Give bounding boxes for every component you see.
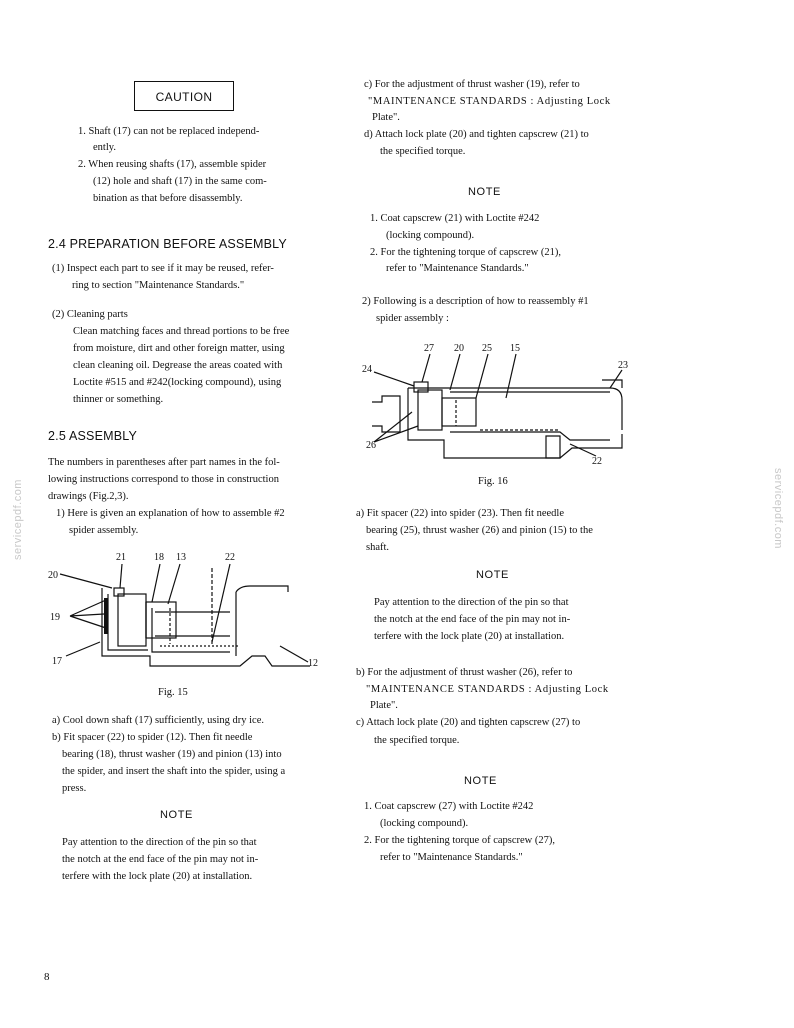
fig15-label-17: 17 <box>52 656 62 667</box>
sec25-intro-line-1: The numbers in parentheses after part names in the fol- <box>48 457 280 468</box>
step-a2-line-3: shaft. <box>366 542 390 553</box>
fig16-label-27: 27 <box>424 343 434 354</box>
step-d-line-1: d) Attach lock plate (20) and tighten capscrew (21) to <box>364 129 589 140</box>
caution-box <box>134 81 234 111</box>
note3-line-3: 2. For the tightening torque of capscrew (27), <box>364 835 555 846</box>
note-left-line-1: Pay attention to the direction of the pin so that <box>62 837 257 848</box>
caution-item-2-line-1: 2. When reusing shafts (17), assemble spider <box>78 159 267 170</box>
fig16-drawing <box>360 340 640 470</box>
sec24-item1-line-2: ring to section "Maintenance Standards." <box>72 280 245 291</box>
note2-line-1: Pay attention to the direction of the pin so that <box>374 597 569 608</box>
fig16-label-20: 20 <box>454 343 464 354</box>
fig15-label-22: 22 <box>225 552 235 563</box>
note1-label: NOTE <box>468 186 501 198</box>
caution-label: CAUTION <box>155 90 213 104</box>
note-left-line-2: the notch at the end face of the pin may not in- <box>62 854 259 865</box>
step-d-line-2: the specified torque. <box>380 146 466 157</box>
sec25-intro-line-3: drawings (Fig.2,3). <box>48 491 129 502</box>
note1-line-1: 1. Coat capscrew (21) with Loctite #242 <box>370 213 540 224</box>
note3-line-4: refer to "Maintenance Standards." <box>380 852 523 863</box>
fig16-label-24: 24 <box>362 364 372 375</box>
note-left-line-3: terfere with the lock plate (20) at installation. <box>62 871 253 882</box>
step-a2-line-2: bearing (25), thrust washer (26) and pinion (15) to the <box>366 525 593 536</box>
fig16-caption: Fig. 16 <box>478 476 508 487</box>
step2-line-2: spider assembly : <box>376 313 449 324</box>
note3-line-1: 1. Coat capscrew (27) with Loctite #242 <box>364 801 534 812</box>
fig15-label-19: 19 <box>50 612 60 623</box>
fig15-label-18: 18 <box>154 552 164 563</box>
step-b-line-3: the spider, and insert the shaft into the spider, using a <box>62 766 286 777</box>
step1-line-2: spider assembly. <box>69 525 139 536</box>
step1-line-1: 1) Here is given an explanation of how to assemble #2 <box>56 508 285 519</box>
step-c-line-2: "MAINTENANCE STANDARDS : Adjusting Lock <box>368 96 611 107</box>
caution-item-1-line-2: ently. <box>93 142 116 153</box>
step-c2-line-1: c) Attach lock plate (20) and tighten capscrew (27) to <box>356 717 581 728</box>
note2-line-3: terfere with the lock plate (20) at installation. <box>374 631 565 642</box>
fig15-label-13: 13 <box>176 552 186 563</box>
watermark-left: servicepdf.com <box>12 479 24 560</box>
fig16-label-23: 23 <box>618 360 628 371</box>
caution-item-2-line-3: bination as that before disassembly. <box>93 193 243 204</box>
fig15-drawing <box>40 548 330 683</box>
note2-line-2: the notch at the end face of the pin may not in- <box>374 614 571 625</box>
note3-label: NOTE <box>464 775 497 787</box>
step-a2-line-1: a) Fit spacer (22) into spider (23). Then fit needle <box>356 508 564 519</box>
step-b2-line-3: Plate". <box>370 700 398 711</box>
fig16-label-15: 15 <box>510 343 520 354</box>
step2-line-1: 2) Following is a description of how to reassembly #1 <box>362 296 589 307</box>
note1-line-4: refer to "Maintenance Standards." <box>386 263 529 274</box>
watermark-right: servicepdf.com <box>772 468 784 549</box>
sec24-item2-line-4: Loctite #515 and #242(locking compound), using <box>73 377 282 388</box>
fig15-label-20: 20 <box>48 570 58 581</box>
sec24-item1-line-1: (1) Inspect each part to see if it may be reused, refer- <box>52 263 274 274</box>
fig16-label-26: 26 <box>366 440 376 451</box>
step-c-line-3: Plate". <box>372 112 400 123</box>
sec24-item2-line-1: Clean matching faces and thread portions to be free <box>73 326 290 337</box>
fig15-label-12: 12 <box>308 658 318 669</box>
caution-item-2-line-2: (12) hole and shaft (17) in the same com- <box>93 176 267 187</box>
step-c-line-1: c) For the adjustment of thrust washer (19), refer to <box>364 79 580 90</box>
sec24-item2-line-3: clean cleaning oil. Degrease the areas coated with <box>73 360 283 371</box>
note1-line-2: (locking compound). <box>386 230 475 241</box>
section-2-4-title: 2.4 PREPARATION BEFORE ASSEMBLY <box>48 237 287 251</box>
sec25-intro-line-2: lowing instructions correspond to those in construction <box>48 474 279 485</box>
step-b2-line-2: "MAINTENANCE STANDARDS : Adjusting Lock <box>366 684 609 695</box>
sec24-item2-line-2: from moisture, dirt and other foreign matter, using <box>73 343 285 354</box>
sec24-item2-line-5: thinner or something. <box>73 394 164 405</box>
note1-line-3: 2. For the tightening torque of capscrew (21), <box>370 247 561 258</box>
note3-line-2: (locking compound). <box>380 818 469 829</box>
step-b-line-4: press. <box>62 783 87 794</box>
step-c2-line-2: the specified torque. <box>374 735 460 746</box>
step-a-line: a) Cool down shaft (17) sufficiently, using dry ice. <box>52 715 264 726</box>
fig15-label-21: 21 <box>116 552 126 563</box>
step-b-line-1: b) Fit spacer (22) to spider (12). Then fit needle <box>52 732 253 743</box>
caution-item-1-line-1: 1. Shaft (17) can not be replaced independ- <box>78 126 260 137</box>
step-b-line-2: bearing (18), thrust washer (19) and pinion (13) into <box>62 749 282 760</box>
fig16-label-25: 25 <box>482 343 492 354</box>
fig15-caption: Fig. 15 <box>158 687 188 698</box>
fig16-label-22: 22 <box>592 456 602 467</box>
note2-label: NOTE <box>476 569 509 581</box>
sec24-item2-title: (2) Cleaning parts <box>52 309 128 320</box>
note-label-left: NOTE <box>160 809 193 821</box>
page-number: 8 <box>44 971 50 983</box>
section-2-5-title: 2.5 ASSEMBLY <box>48 429 138 443</box>
step-b2-line-1: b) For the adjustment of thrust washer (26), refer to <box>356 667 573 678</box>
